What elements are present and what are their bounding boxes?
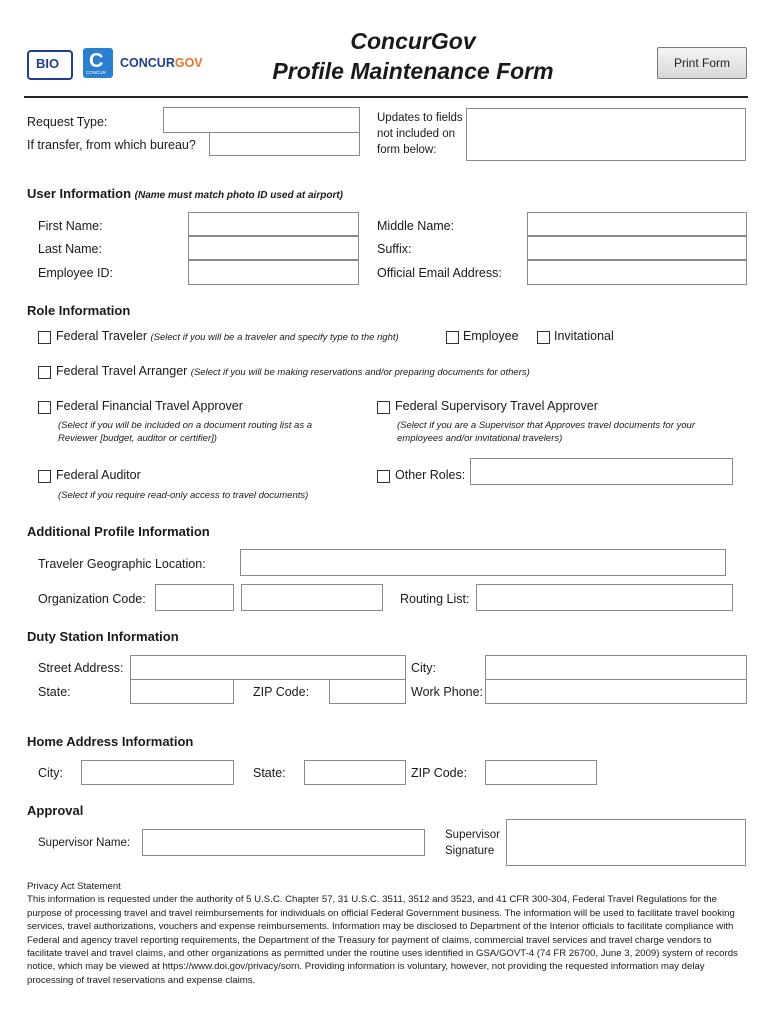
user-info-title: User Information — [27, 186, 132, 201]
other-roles-field[interactable] — [470, 458, 733, 485]
supervisor-name-label: Supervisor Name: — [38, 837, 131, 849]
travel-arranger-note: (Select if you will be making reservations and/or preparing documents for others) — [190, 367, 530, 378]
employee-label: Employee — [463, 329, 519, 343]
updates-label-1: Updates to fields — [377, 112, 463, 124]
federal-auditor-checkbox[interactable] — [38, 470, 51, 483]
page-title: ConcurGov — [350, 28, 476, 54]
request-type-label: Request Type: — [27, 115, 108, 129]
duty-city-label: City: — [411, 661, 436, 675]
transfer-bureau-label: If transfer, from which bureau? — [27, 138, 196, 152]
home-state-field[interactable] — [304, 760, 406, 785]
privacy-body: This information is requested under the authority of 5 U.S.C. Chapter 57, 31 U.S.C. 3511, 3512 and 3523, and 41 CFR 300-304, Federal Travel Regulations for the purpose of processing travel and travel reimbursements for individuals on official Federal Government business. The information will be used to facilitate travel booking services, travel authorizations, vouchers and expense reimbursements. Information may be disclosed to Department of the Interior officials to facilitate compliance with Federal and agency travel reporting requirements, the Department of the Treasury for payment of claims, commercial travel services and travel charge vendors to facilitate travel and travel claims, and other organizations as permitted under the routine uses identified in GSA/GOVT-4 (74 FR 26700, June 3, 2009) system of records notice, which may be viewed at https://www.doi.gov/privacy/sorn. Providing information is voluntary, however, not providing the requested information may delay processing of travel reservations and expense claims. — [27, 894, 738, 986]
approval-heading: Approval — [27, 803, 84, 818]
user-info-note: (Name must match photo ID used at airport) — [134, 190, 343, 201]
user-info-heading — [27, 186, 343, 201]
other-roles-checkbox[interactable] — [377, 470, 390, 483]
supervisor-signature-label-2: Signature — [445, 845, 495, 857]
duty-zip-field[interactable] — [329, 679, 406, 704]
home-zip-field[interactable] — [485, 760, 597, 785]
financial-approver-note-1: (Select if you will be included on a document routing list as a — [58, 420, 312, 431]
supervisory-approver-label: Federal Supervisory Travel Approver — [395, 399, 598, 413]
supervisor-signature-field[interactable] — [506, 819, 746, 866]
federal-traveler-label — [56, 329, 399, 343]
updates-field[interactable] — [466, 108, 746, 161]
travel-arranger-text: Federal Travel Arranger — [56, 364, 188, 378]
role-info-heading: Role Information — [27, 303, 131, 318]
routing-list-field[interactable] — [476, 584, 733, 611]
geo-location-field[interactable] — [240, 549, 726, 576]
last-name-field[interactable] — [188, 236, 359, 260]
concurgov-brand — [120, 56, 203, 70]
street-address-field[interactable] — [130, 655, 406, 680]
request-type-field[interactable] — [163, 107, 360, 133]
concur-logo-mark — [83, 48, 113, 78]
concur-mark-caption: CONCUR — [86, 70, 106, 75]
additional-info-heading: Additional Profile Information — [27, 524, 210, 539]
work-phone-field[interactable] — [485, 679, 747, 704]
duty-city-field[interactable] — [485, 655, 747, 680]
home-state-label: State: — [253, 766, 286, 780]
org-code-field-1[interactable] — [155, 584, 234, 611]
suffix-label: Suffix: — [377, 242, 412, 256]
org-code-field-2[interactable] — [241, 584, 383, 611]
federal-auditor-note: (Select if you require read-only access to travel documents) — [58, 490, 309, 501]
first-name-field[interactable] — [188, 212, 359, 236]
supervisor-name-field[interactable] — [142, 829, 425, 856]
bio-logo — [27, 50, 73, 80]
email-label: Official Email Address: — [377, 266, 502, 280]
supervisory-approver-checkbox[interactable] — [377, 401, 390, 414]
supervisory-approver-note-2: employees and/or invitational travelers) — [397, 433, 563, 444]
duty-state-field[interactable] — [130, 679, 234, 704]
suffix-field[interactable] — [527, 236, 747, 260]
employee-checkbox[interactable] — [446, 331, 459, 344]
federal-traveler-note: (Select if you will be a traveler and specify type to the right) — [150, 332, 399, 343]
middle-name-field[interactable] — [527, 212, 747, 236]
other-roles-label: Other Roles: — [395, 468, 466, 482]
invitational-checkbox[interactable] — [537, 331, 550, 344]
geo-location-label: Traveler Geographic Location: — [38, 557, 206, 571]
first-name-label: First Name: — [38, 219, 103, 233]
federal-traveler-checkbox[interactable] — [38, 331, 51, 344]
federal-traveler-text: Federal Traveler — [56, 329, 148, 343]
routing-list-label: Routing List: — [400, 592, 470, 606]
travel-arranger-label — [56, 364, 530, 378]
updates-label-2: not included on — [377, 128, 456, 140]
privacy-heading: Privacy Act Statement — [27, 881, 121, 892]
concur-mark-letter: C — [89, 50, 104, 72]
brand-concur: CONCUR — [120, 56, 175, 70]
home-zip-label: ZIP Code: — [411, 766, 468, 780]
transfer-bureau-field[interactable] — [209, 132, 360, 156]
home-city-label: City: — [38, 766, 63, 780]
financial-approver-checkbox[interactable] — [38, 401, 51, 414]
privacy-act-statement — [27, 880, 747, 987]
travel-arranger-checkbox[interactable] — [38, 366, 51, 379]
header-divider — [24, 96, 748, 98]
home-address-heading: Home Address Information — [27, 734, 194, 749]
home-city-field[interactable] — [81, 760, 234, 785]
financial-approver-label: Federal Financial Travel Approver — [56, 399, 243, 413]
last-name-label: Last Name: — [38, 242, 102, 256]
federal-auditor-label: Federal Auditor — [56, 468, 141, 482]
org-code-label: Organization Code: — [38, 592, 146, 606]
print-form-button[interactable]: Print Form — [657, 47, 747, 79]
invitational-label: Invitational — [554, 329, 614, 343]
work-phone-label: Work Phone: — [411, 685, 484, 699]
street-address-label: Street Address: — [38, 661, 124, 675]
employee-id-label: Employee ID: — [38, 266, 114, 280]
page-subtitle: Profile Maintenance Form — [272, 58, 554, 84]
middle-name-label: Middle Name: — [377, 219, 455, 233]
brand-gov: GOV — [174, 56, 203, 70]
duty-zip-label: ZIP Code: — [253, 685, 310, 699]
bio-logo-text: BIO — [36, 56, 60, 71]
updates-label-3: form below: — [377, 144, 437, 156]
duty-state-label: State: — [38, 685, 71, 699]
employee-id-field[interactable] — [188, 260, 359, 285]
financial-approver-note-2: Reviewer [budget, auditor or certifier]) — [58, 433, 217, 444]
supervisory-approver-note-1: (Select if you are a Supervisor that Approves travel documents for your — [397, 420, 695, 431]
email-field[interactable] — [527, 260, 747, 285]
duty-station-heading: Duty Station Information — [27, 629, 179, 644]
supervisor-signature-label-1: Supervisor — [445, 829, 500, 841]
